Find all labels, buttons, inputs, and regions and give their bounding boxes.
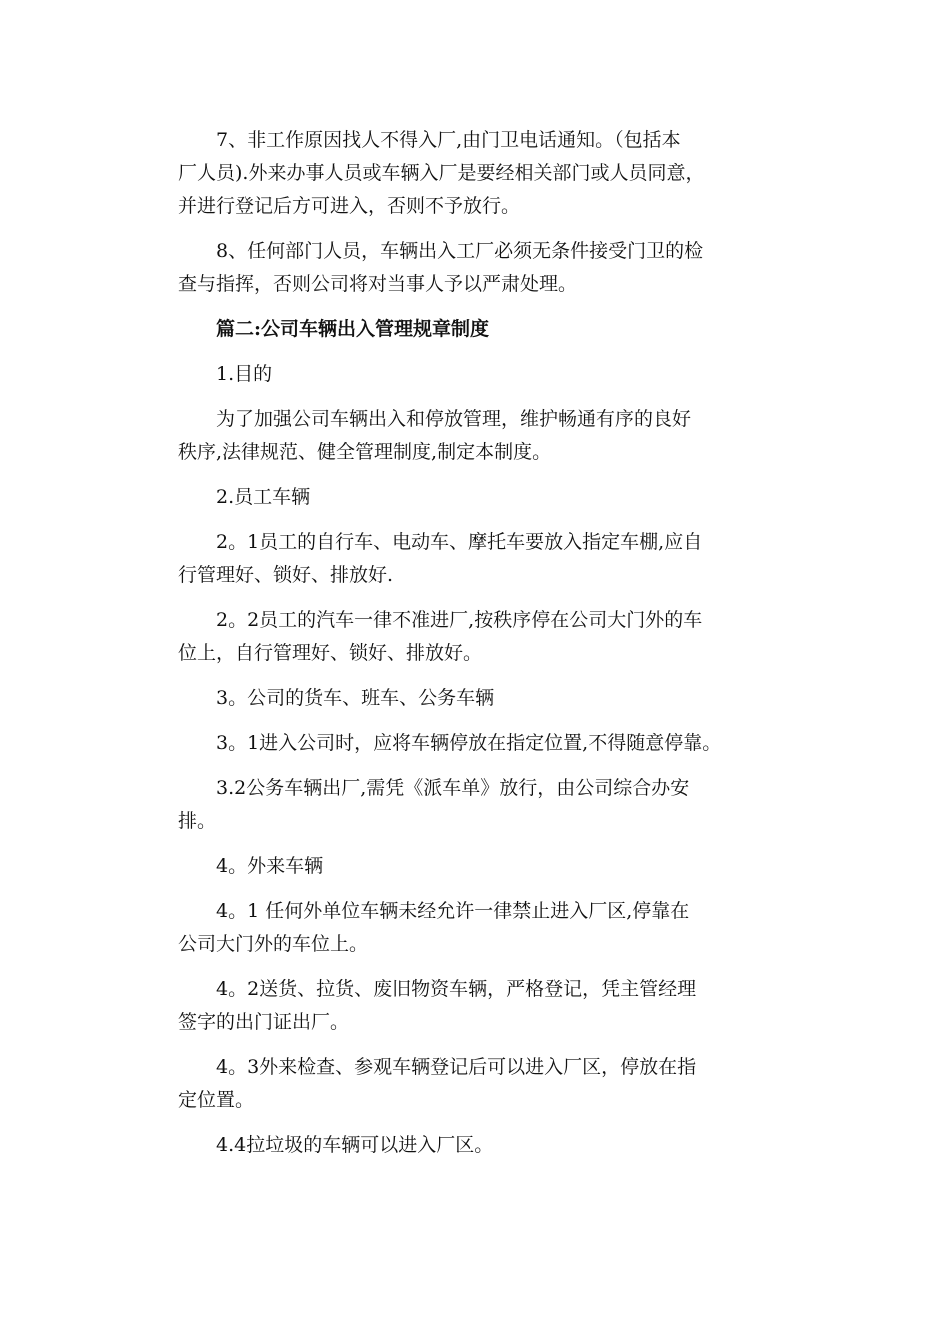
paragraph: [178, 235, 778, 301]
text-line: 2。1员工的自行车、电动车、摩托车要放入指定车棚,应自: [216, 531, 703, 553]
paragraph: [178, 1051, 778, 1117]
paragraph: [178, 682, 778, 715]
paragraph: [178, 850, 778, 883]
paragraph: [178, 124, 778, 223]
text-line: 厂人员).外来办事人员或车辆入厂是要经相关部门或人员同意，: [178, 162, 705, 184]
text-line: 4。2送货、拉货、废旧物资车辆，严格登记，凭主管经理: [216, 978, 697, 1000]
text-line: 4。3外来检查、参观车辆登记后可以进入厂区，停放在指: [216, 1056, 697, 1078]
paragraph: [178, 481, 778, 514]
section-heading: [178, 313, 778, 346]
paragraph: [178, 604, 778, 670]
text-line: 公司大门外的车位上。: [178, 933, 369, 955]
paragraph: [178, 526, 778, 592]
text-line: 定位置。: [178, 1089, 255, 1111]
text-line: 3。1进入公司时，应将车辆停放在指定位置,不得随意停靠。: [216, 732, 722, 754]
text-line: 3。公司的货车、班车、公务车辆: [216, 687, 495, 709]
paragraph: [178, 1129, 778, 1162]
paragraph: [178, 727, 778, 760]
paragraph: [178, 358, 778, 391]
text-line: 4。外来车辆: [216, 855, 324, 877]
paragraph: [178, 895, 778, 961]
text-line: 位上，自行管理好、锁好、排放好。: [178, 642, 483, 664]
text-line: 秩序,法律规范、健全管理制度,制定本制度。: [178, 441, 552, 463]
text-line: 并进行登记后方可进入，否则不予放行。: [178, 195, 521, 217]
text-line: 查与指挥，否则公司将对当事人予以严肃处理。: [178, 273, 578, 295]
text-line: 4。1 任何外单位车辆未经允许一律禁止进入厂区,停靠在: [216, 900, 690, 922]
text-line: 3.2公务车辆出厂,需凭《派车单》放行，由公司综合办安: [216, 777, 690, 799]
text-line: 2.员工车辆: [216, 486, 311, 508]
text-line: 篇二:公司车辆出入管理规章制度: [216, 318, 490, 340]
text-line: 签字的出门证出厂。: [178, 1011, 350, 1033]
text-line: 4.4拉垃圾的车辆可以进入厂区。: [216, 1134, 494, 1156]
text-line: 排。: [178, 810, 217, 832]
text-line: 行管理好、锁好、排放好.: [178, 564, 394, 586]
paragraph: [178, 772, 778, 838]
paragraph: [178, 403, 778, 469]
text-line: 2。2员工的汽车一律不准进厂,按秩序停在公司大门外的车: [216, 609, 703, 631]
document-body: [178, 124, 778, 1162]
text-line: 1.目的: [216, 363, 273, 385]
text-line: 为了加强公司车辆出入和停放管理，维护畅通有序的良好: [216, 408, 692, 430]
text-line: 7、非工作原因找人不得入厂,由门卫电话通知。（包括本: [216, 129, 681, 151]
text-line: 8、任何部门人员，车辆出入工厂必须无条件接受门卫的检: [216, 240, 704, 262]
paragraph: [178, 973, 778, 1039]
